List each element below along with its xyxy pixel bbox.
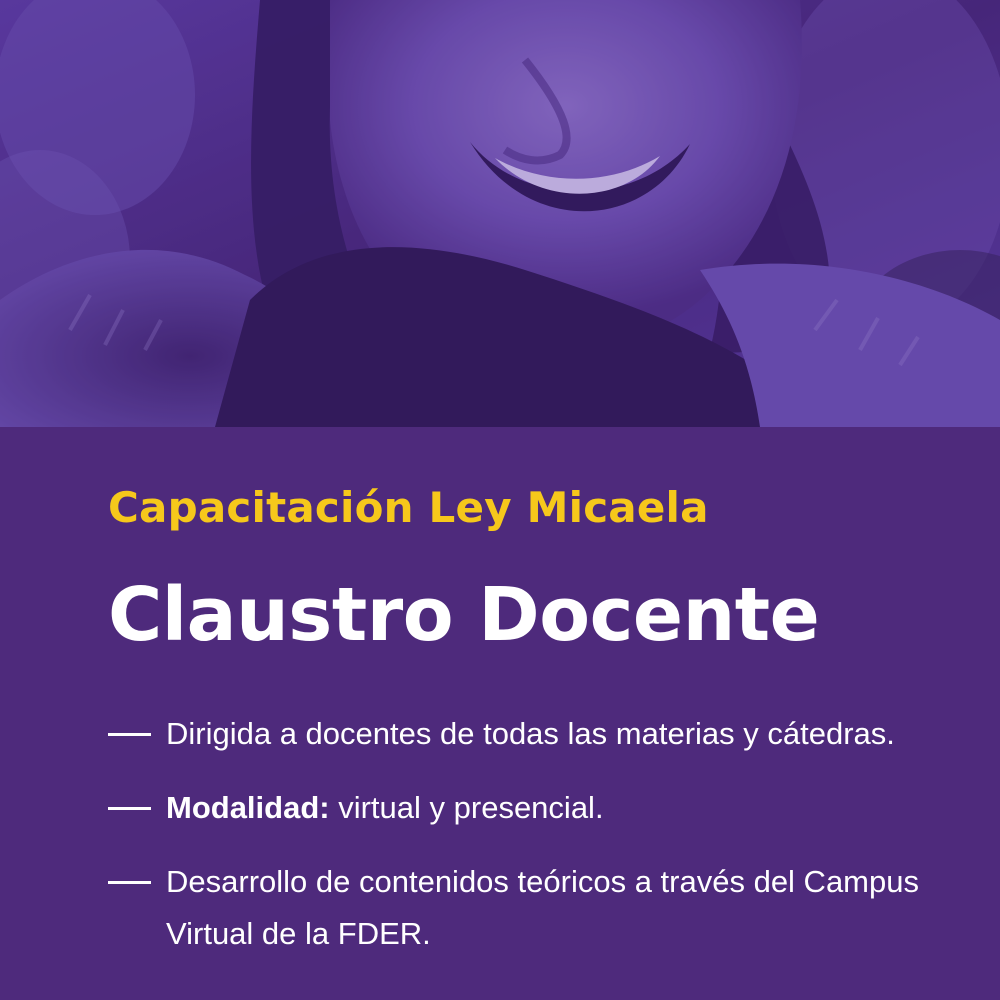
- detail-text: Dirigida a docentes de todas las materias y cátedras.: [166, 716, 895, 751]
- detail-text: Desarrollo de contenidos teóricos a través del Campus Virtual de la FDER.: [166, 864, 919, 951]
- detail-item-audience: [108, 708, 928, 760]
- program-details-section: [0, 427, 1000, 1000]
- detail-item-modality: [108, 782, 928, 834]
- dash-icon: [108, 881, 151, 884]
- dash-icon: [108, 807, 151, 810]
- detail-item-content: [108, 856, 928, 960]
- details-list: [108, 708, 928, 982]
- section-eyebrow: Capacitación Ley Micaela: [108, 483, 709, 532]
- detail-label: Modalidad:: [166, 790, 330, 825]
- dash-icon: [108, 733, 151, 736]
- portrait-image: [0, 0, 1000, 427]
- detail-text: virtual y presencial.: [329, 790, 604, 825]
- section-title: Claustro Docente: [108, 572, 820, 658]
- hero-photo: [0, 0, 1000, 427]
